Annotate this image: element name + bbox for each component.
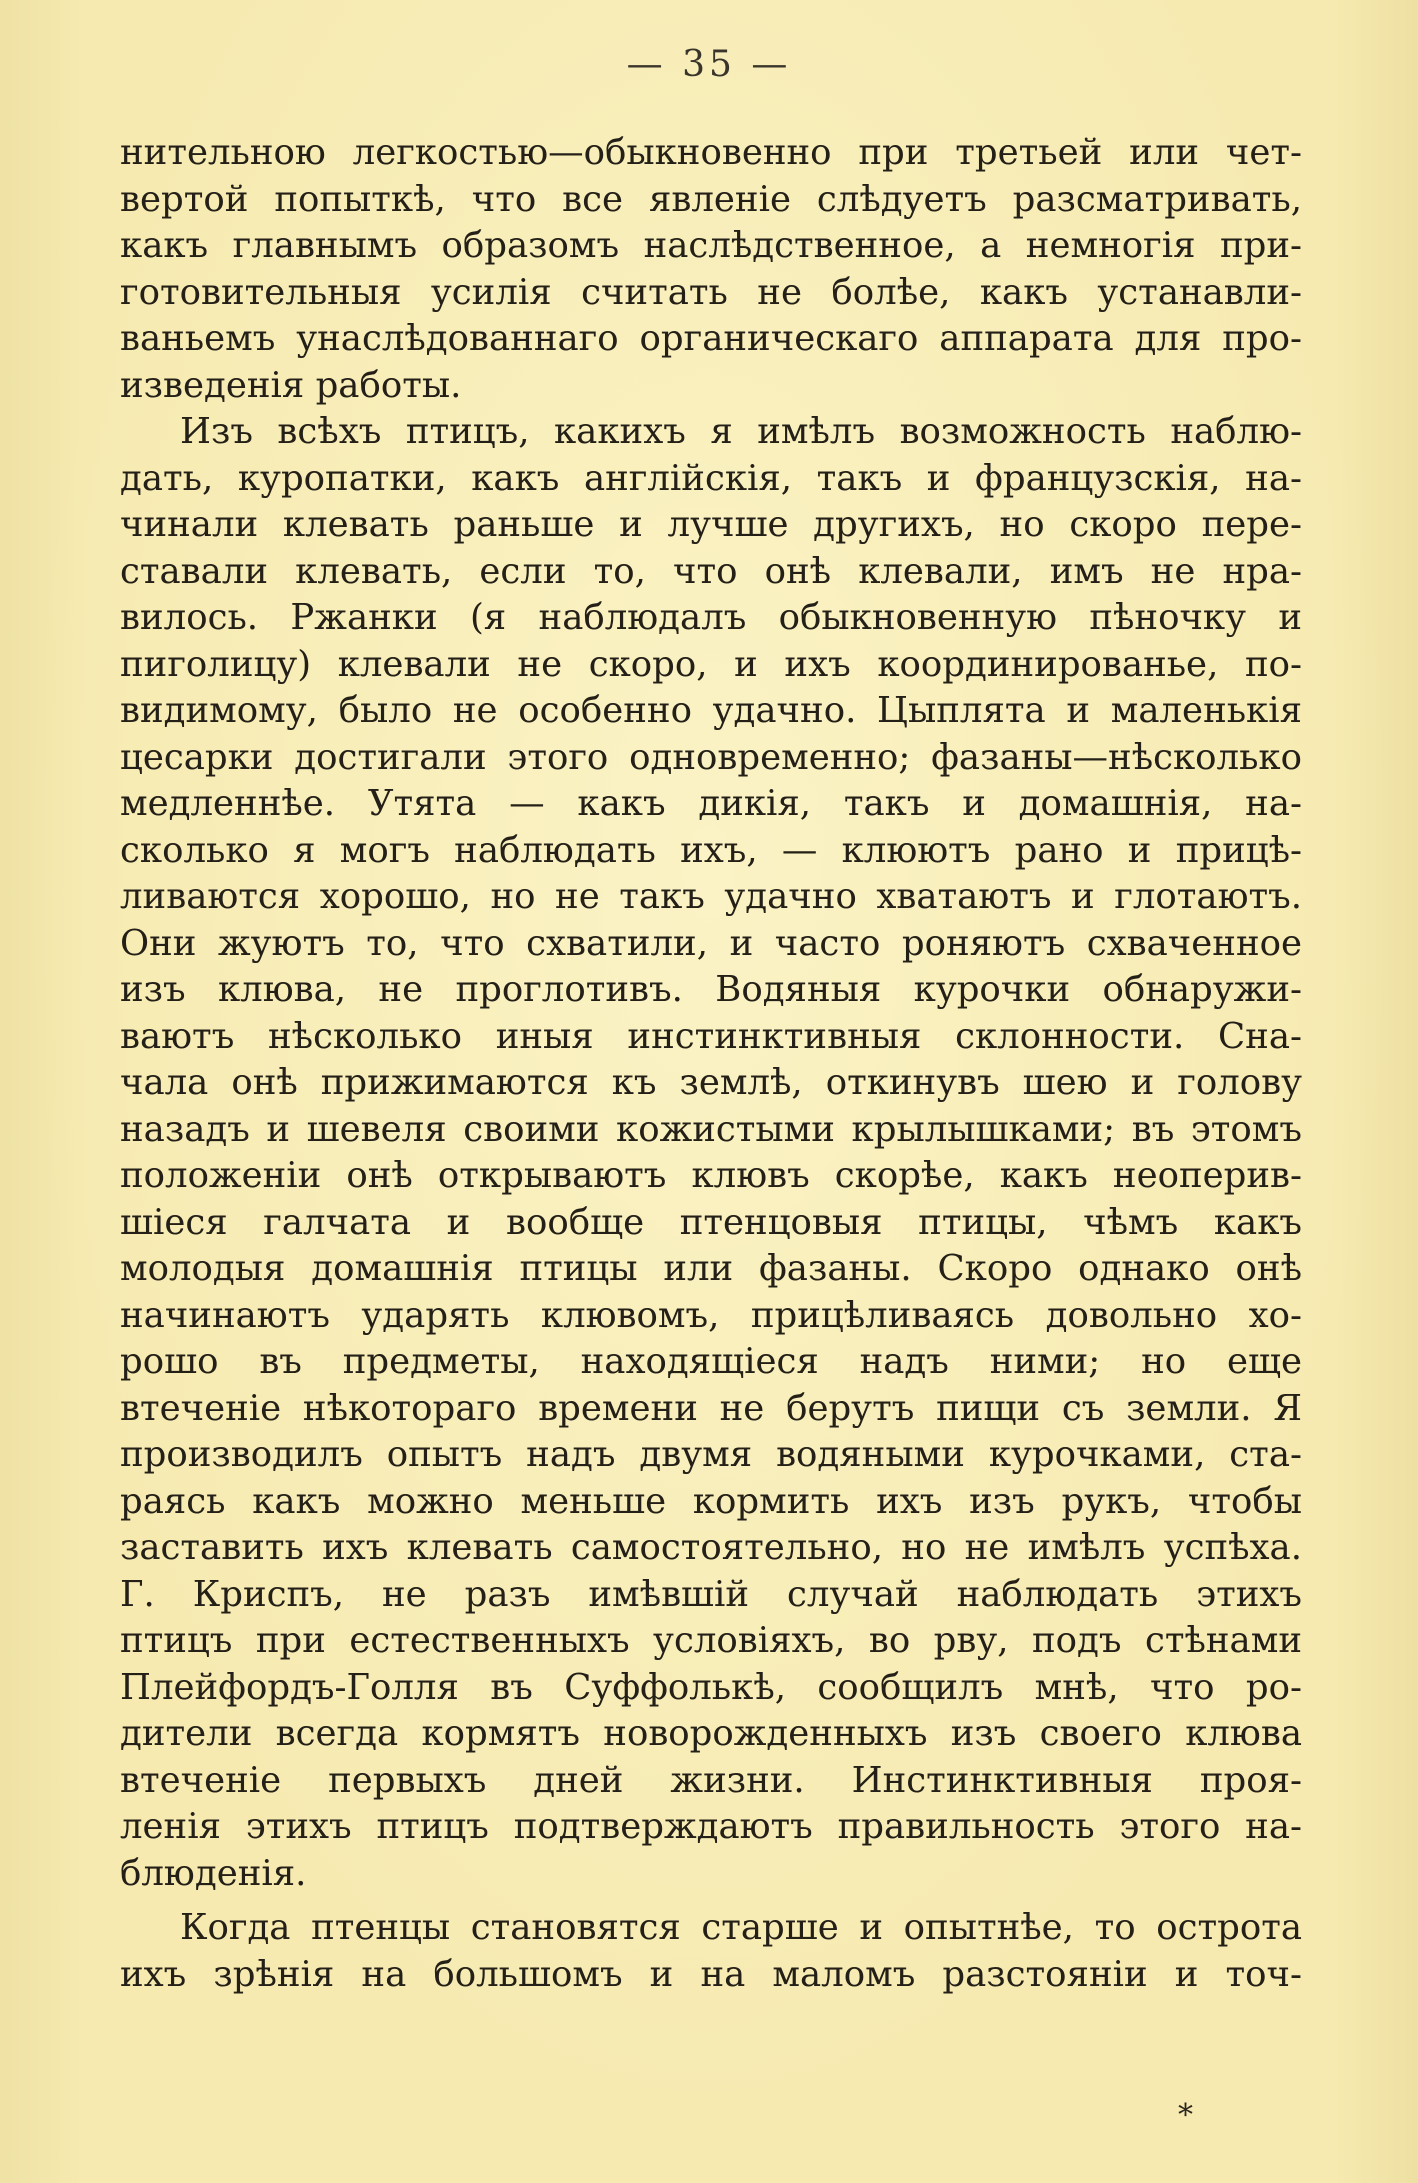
text-line: вилось. Ржанки (я наблюдалъ обыкновенную пѣночку и xyxy=(120,597,1302,638)
page-number: — 35 — xyxy=(626,44,792,85)
signature-mark: * xyxy=(1178,2098,1193,2133)
text-line: ставали клевать, если то, что онѣ клевали, имъ не нра- xyxy=(120,550,1302,592)
text-line: блюденія. xyxy=(120,1852,307,1894)
text-line: Изъ всѣхъ птицъ, какихъ я имѣлъ возможность наблю- xyxy=(180,411,1302,452)
text-line: изведенія работы. xyxy=(120,364,462,406)
text-line: шіеся галчата и вообще птенцовыя птицы, чѣмъ какъ xyxy=(120,1201,1302,1243)
paragraph-3 xyxy=(120,1905,1302,1998)
text-line: птицъ при естественныхъ условіяхъ, во рву, подъ стѣнами xyxy=(120,1620,1302,1661)
body-text xyxy=(120,130,1302,1998)
text-line: цесарки достигали этого одновременно; фазаны—нѣсколько xyxy=(120,736,1302,778)
text-line: сколько я могъ наблюдать ихъ, — клюютъ рано и прицѣ- xyxy=(120,829,1302,871)
paragraph-1 xyxy=(120,130,1302,409)
text-line: вертой попыткѣ, что все явленіе слѣдуетъ разсматривать, xyxy=(120,178,1302,220)
text-line: ваютъ нѣсколько иныя инстинктивныя склонности. Сна- xyxy=(120,1015,1302,1057)
text-line: Плейфордъ-Голля въ Суффолькѣ, сообщилъ мнѣ, что ро- xyxy=(120,1666,1302,1708)
text-line: дать, куропатки, какъ англійскія, такъ и французскія, на- xyxy=(120,457,1302,499)
text-line: назадъ и шевеля своими кожистыми крылышками; въ этомъ xyxy=(120,1108,1302,1150)
text-line: пиголицу) клевали не скоро, и ихъ координированье, по- xyxy=(120,643,1302,685)
text-line: какъ главнымъ образомъ наслѣдственное, а немногія при- xyxy=(120,225,1302,266)
text-line: раясь какъ можно меньше кормить ихъ изъ рукъ, чтобы xyxy=(120,1480,1302,1522)
text-line: рошо въ предметы, находящіеся надъ ними; но еще xyxy=(120,1341,1302,1382)
text-line: начинаютъ ударять клювомъ, прицѣливаясь довольно хо- xyxy=(120,1294,1302,1336)
text-line: нительною легкостью—обыкновенно при третьей или чет- xyxy=(120,132,1302,173)
text-line: молодыя домашнія птицы или фазаны. Скоро однако онѣ xyxy=(120,1248,1302,1289)
text-line: заставить ихъ клевать самостоятельно, но не имѣлъ успѣха. xyxy=(120,1527,1302,1568)
text-line: видимому, было не особенно удачно. Цыплята и маленькія xyxy=(120,690,1302,731)
text-line: чала онѣ прижимаются къ землѣ, откинувъ шею и голову xyxy=(120,1062,1302,1103)
text-line: изъ клюва, не проглотивъ. Водяныя курочки обнаружи- xyxy=(120,969,1302,1010)
paragraph-gap xyxy=(120,1897,1302,1905)
text-line: дители всегда кормятъ новорожденныхъ изъ своего клюва xyxy=(120,1713,1302,1754)
text-line: Г. Криспъ, не разъ имѣвшій случай наблюдать этихъ xyxy=(120,1573,1302,1615)
text-line: ваньемъ унаслѣдованнаго органическаго аппарата для про- xyxy=(120,318,1302,359)
text-line: медленнѣе. Утята — какъ дикія, такъ и домашнія, на- xyxy=(120,783,1302,824)
text-line: ленія этихъ птицъ подтверждаютъ правильность этого на- xyxy=(120,1806,1302,1847)
text-line: ливаются хорошо, но не такъ удачно хватаютъ и глотаютъ. xyxy=(120,876,1302,917)
text-line: Они жуютъ то, что схватили, и часто роняютъ схваченное xyxy=(120,922,1302,964)
text-line: положеніи онѣ открываютъ клювъ скорѣе, какъ неоперив- xyxy=(120,1155,1302,1196)
text-line: производилъ опытъ надъ двумя водяными курочками, ста- xyxy=(120,1434,1302,1475)
text-line: ихъ зрѣнія на большомъ и на маломъ разстояніи и точ- xyxy=(120,1953,1302,1995)
text-line: Когда птенцы становятся старше и опытнѣе, то острота xyxy=(180,1907,1302,1948)
text-line: втеченіе первыхъ дней жизни. Инстинктивныя проя- xyxy=(120,1759,1302,1801)
text-line: готовительныя усилія считать не болѣе, какъ устанавли- xyxy=(120,271,1302,313)
text-line: чинали клевать раньше и лучше другихъ, но скоро пере- xyxy=(120,504,1302,545)
text-line: втеченіе нѣкотораго времени не берутъ пищи съ земли. Я xyxy=(120,1387,1302,1429)
paragraph-2 xyxy=(120,409,1302,1897)
